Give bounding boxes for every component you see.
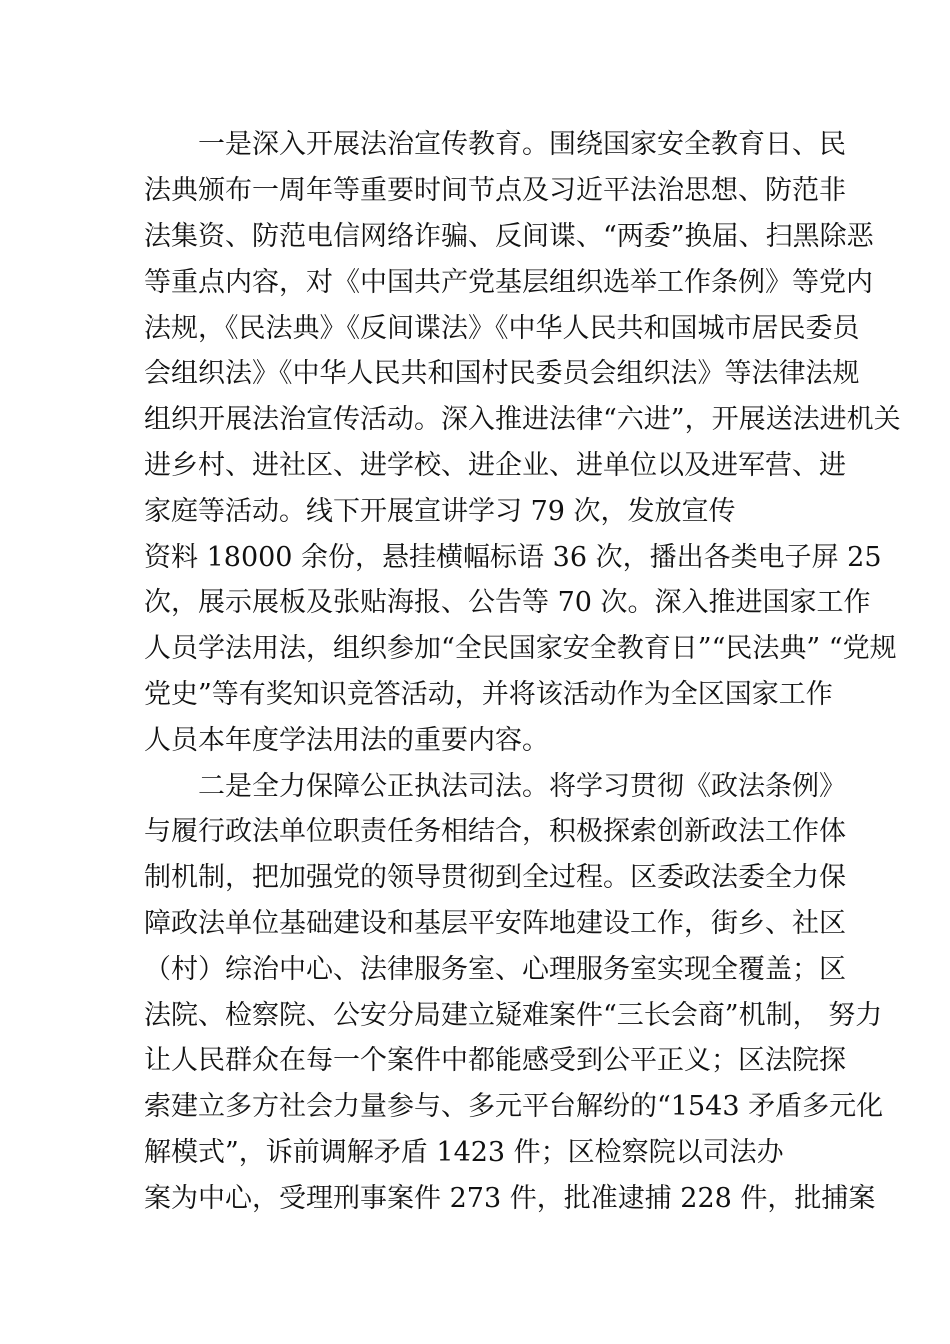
text-line: 法院、检察院、公安分局建立疑难案件“三长会商”机制， 努力 — [144, 1000, 883, 1031]
text-line: 组织开展法治宣传活动。深入推进法律“六进”，开展送法进机关 — [144, 404, 901, 435]
text-line: 家庭等活动。线下开展宣讲学习 79 次，发放宣传 — [144, 496, 736, 527]
text-line: 法集资、防范电信网络诈骗、反间谍、“两委”换届、扫黑除恶 — [144, 221, 874, 252]
text-line: 人员本年度学法用法的重要内容。 — [144, 725, 549, 756]
text-line: 人员学法用法，组织参加“全民国家安全教育日”“民法典” “党规 — [144, 633, 897, 664]
text-line: 障政法单位基础建设和基层平安阵地建设工作，街乡、社区 — [144, 908, 846, 939]
text-line: 制机制，把加强党的领导贯彻到全过程。区委政法委全力保 — [144, 862, 846, 893]
text-line: 一是深入开展法治宣传教育。围绕国家安全教育日、民 — [144, 129, 846, 160]
text-line: 法典颁布一周年等重要时间节点及习近平法治思想、防范非 — [144, 175, 846, 206]
text-line: （村）综治中心、法律服务室、心理服务室实现全覆盖；区 — [144, 954, 846, 985]
text-line: 索建立多方社会力量参与、多元平台解纷的“1543 矛盾多元化 — [144, 1091, 884, 1122]
text-line: 解模式”，诉前调解矛盾 1423 件；区检察院以司法办 — [144, 1137, 784, 1168]
text-line: 二是全力保障公正执法司法。将学习贯彻《政法条例》 — [144, 771, 846, 802]
text-line: 党史”等有奖知识竞答活动，并将该活动作为全区国家工作 — [144, 679, 833, 710]
text-line: 进乡村、进社区、进学校、进企业、进单位以及进军营、进 — [144, 450, 846, 481]
text-line: 与履行政法单位职责任务相结合，积极探索创新政法工作体 — [144, 816, 846, 847]
text-line: 资料 18000 余份，悬挂横幅标语 36 次，播出各类电子屏 25 — [144, 542, 882, 573]
text-line: 等重点内容，对《中国共产党基层组织选举工作条例》等党内 — [144, 267, 873, 298]
text-line: 次，展示展板及张贴海报、公告等 70 次。深入推进国家工作 — [144, 587, 871, 618]
text-line: 案为中心，受理刑事案件 273 件，批准逮捕 228 件，批捕案 — [144, 1183, 876, 1214]
text-line: 法规，《民法典》《反间谍法》《中华人民共和国城市居民委员 — [144, 313, 860, 344]
text-line: 让人民群众在每一个案件中都能感受到公平正义；区法院探 — [144, 1045, 846, 1076]
text-line: 会组织法》《中华人民共和国村民委员会组织法》等法律法规 — [144, 358, 860, 389]
